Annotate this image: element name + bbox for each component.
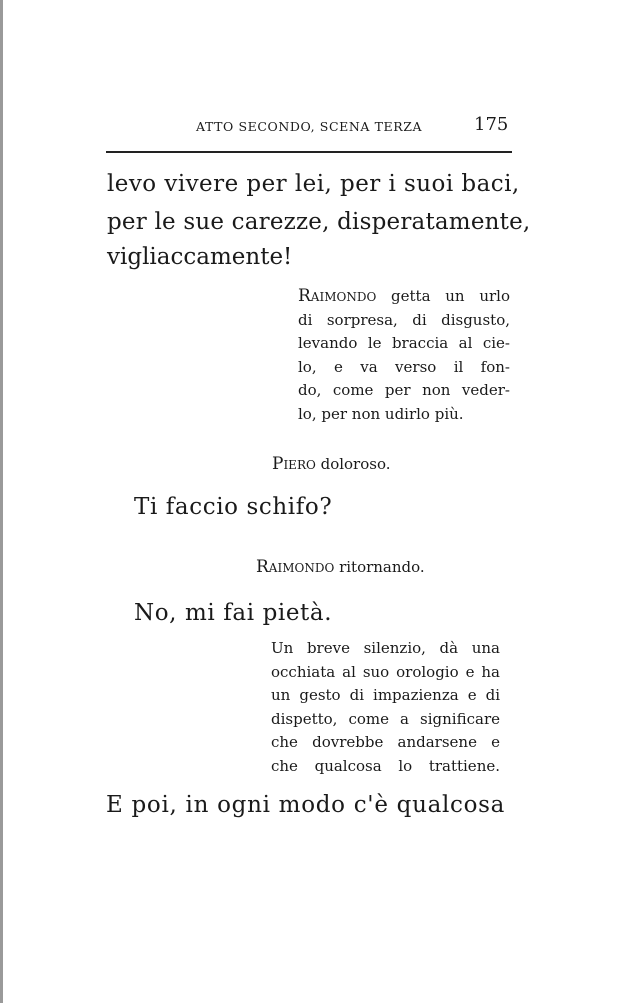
verse-line: Ti faccio schifo? xyxy=(134,494,333,520)
stage-direction-line: do, come per non veder- xyxy=(298,381,510,399)
page-number: 175 xyxy=(474,114,509,135)
stage-direction-line: occhiata al suo orologio e ha xyxy=(271,662,500,681)
stage-direction-text: getta un urlo xyxy=(391,287,510,305)
speaker-cue xyxy=(256,557,425,577)
speaker-cue xyxy=(272,454,391,474)
verse-line: vigliaccamente! xyxy=(107,244,293,270)
stage-direction xyxy=(271,637,500,778)
verse-line: E poi, in ogni modo c'è qualcosa xyxy=(106,792,506,818)
verse-line: No, mi fai pietà. xyxy=(134,600,333,626)
stage-direction-line xyxy=(298,285,510,309)
character-name: Raimondo xyxy=(298,286,377,306)
stage-direction-line: che dovrebbe andarsene e xyxy=(271,733,500,751)
speaker-note: ritornando. xyxy=(339,558,425,576)
running-title: ATTO SECONDO, SCENA TERZA xyxy=(196,119,423,134)
stage-direction-line: un gesto di impazienza e di xyxy=(271,686,500,704)
stage-direction-line: dispetto, come a significare xyxy=(271,709,500,728)
page-edge xyxy=(0,0,3,1003)
stage-direction-line: Un breve silenzio, dà una xyxy=(271,639,500,657)
stage-direction-line: lo, e va verso il fon- xyxy=(298,357,510,376)
character-name: Piero xyxy=(272,454,316,474)
speaker-note: doloroso. xyxy=(320,455,391,473)
stage-direction-line: levando le braccia al cie- xyxy=(298,334,510,352)
verse-line: levo vivere per lei, per i suoi baci, xyxy=(107,171,520,197)
header-rule xyxy=(106,151,512,153)
verse-line: per le sue carezze, disperatamente, xyxy=(107,209,531,235)
stage-direction-line: di sorpresa, di disgusto, xyxy=(298,310,510,329)
stage-direction-line: che qualcosa lo trattiene. xyxy=(271,756,500,775)
stage-direction-line: lo, per non udirlo più. xyxy=(298,404,464,423)
stage-direction xyxy=(298,285,510,426)
character-name: Raimondo xyxy=(256,557,335,577)
